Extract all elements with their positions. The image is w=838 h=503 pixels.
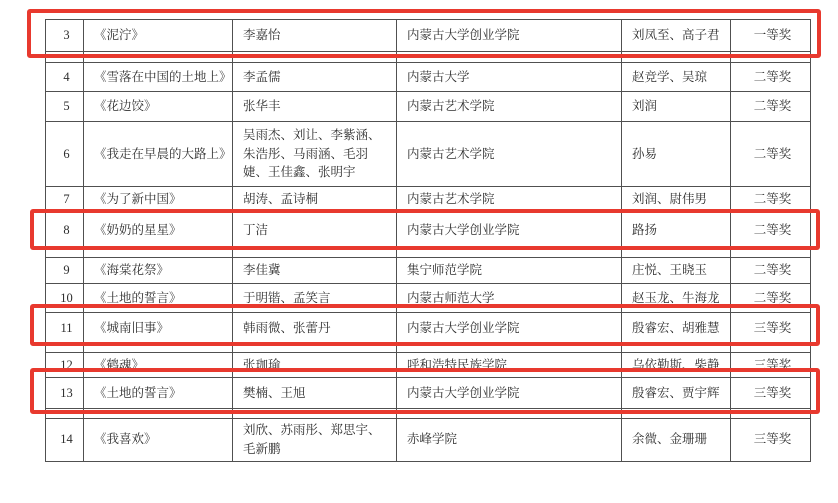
cell-advisors: 殷睿宏、胡雅慧 bbox=[622, 313, 731, 344]
cell-no: 6 bbox=[46, 122, 84, 187]
cell-no: 3 bbox=[46, 20, 84, 52]
cell-title: 《泥泞》 bbox=[84, 20, 233, 52]
cell-title: 《奶奶的星星》 bbox=[84, 213, 233, 249]
cell-authors: 丁洁 bbox=[233, 213, 397, 249]
spacer-cell bbox=[46, 249, 84, 258]
cell-school: 内蒙古大学创业学院 bbox=[397, 378, 622, 409]
cell-advisors: 刘润 bbox=[622, 92, 731, 122]
cell-school: 内蒙古大学创业学院 bbox=[397, 313, 622, 344]
cell-title: 《我走在早晨的大路上》 bbox=[84, 122, 233, 187]
cell-advisors: 刘凤至、高子君 bbox=[622, 20, 731, 52]
cell-award: 二等奖 bbox=[731, 92, 811, 122]
spacer-cell bbox=[233, 52, 397, 63]
table-row bbox=[46, 258, 811, 284]
table-row bbox=[46, 378, 811, 409]
spacer-cell bbox=[84, 249, 233, 258]
cell-title: 《为了新中国》 bbox=[84, 187, 233, 213]
cell-authors: 于明锴、孟笑言 bbox=[233, 284, 397, 313]
cell-authors: 胡涛、孟诗桐 bbox=[233, 187, 397, 213]
cell-award: 二等奖 bbox=[731, 258, 811, 284]
spacer-cell bbox=[397, 249, 622, 258]
cell-advisors: 赵玉龙、牛海龙 bbox=[622, 284, 731, 313]
cell-school: 内蒙古大学创业学院 bbox=[397, 213, 622, 249]
spacer-row bbox=[46, 249, 811, 258]
cell-title: 《土地的誓言》 bbox=[84, 378, 233, 409]
spacer-cell bbox=[731, 344, 811, 353]
cell-advisors: 孙易 bbox=[622, 122, 731, 187]
cell-advisors: 路扬 bbox=[622, 213, 731, 249]
spacer-cell bbox=[233, 409, 397, 419]
spacer-cell bbox=[622, 409, 731, 419]
cell-title: 《城南旧事》 bbox=[84, 313, 233, 344]
cell-no: 7 bbox=[46, 187, 84, 213]
cell-school: 内蒙古大学 bbox=[397, 63, 622, 92]
cell-no: 4 bbox=[46, 63, 84, 92]
spacer-cell bbox=[622, 52, 731, 63]
spacer-cell bbox=[233, 249, 397, 258]
cell-school: 内蒙古大学创业学院 bbox=[397, 20, 622, 52]
spacer-cell bbox=[731, 409, 811, 419]
spacer-row bbox=[46, 52, 811, 63]
spacer-cell bbox=[622, 249, 731, 258]
cell-no: 12 bbox=[46, 353, 84, 378]
cell-no: 10 bbox=[46, 284, 84, 313]
cell-no: 14 bbox=[46, 419, 84, 462]
cell-title: 《我喜欢》 bbox=[84, 419, 233, 462]
cell-no: 8 bbox=[46, 213, 84, 249]
cell-award: 一等奖 bbox=[731, 20, 811, 52]
cell-school: 内蒙古艺术学院 bbox=[397, 187, 622, 213]
cell-award: 三等奖 bbox=[731, 419, 811, 462]
spacer-cell bbox=[622, 344, 731, 353]
cell-school: 赤峰学院 bbox=[397, 419, 622, 462]
cell-advisors: 刘润、尉伟男 bbox=[622, 187, 731, 213]
cell-authors: 张珈瑜 bbox=[233, 353, 397, 378]
cell-school: 内蒙古艺术学院 bbox=[397, 122, 622, 187]
cell-school: 内蒙古师范大学 bbox=[397, 284, 622, 313]
cell-school: 集宁师范学院 bbox=[397, 258, 622, 284]
cell-award: 二等奖 bbox=[731, 187, 811, 213]
results-table bbox=[45, 19, 811, 462]
spacer-cell bbox=[731, 249, 811, 258]
cell-title: 《雪落在中国的土地上》 bbox=[84, 63, 233, 92]
spacer-cell bbox=[397, 409, 622, 419]
cell-advisors: 殷睿宏、贾宇辉 bbox=[622, 378, 731, 409]
spacer-row bbox=[46, 344, 811, 353]
cell-authors: 韩雨微、张蕾丹 bbox=[233, 313, 397, 344]
cell-title: 《海棠花祭》 bbox=[84, 258, 233, 284]
cell-authors: 李孟儒 bbox=[233, 63, 397, 92]
cell-award: 三等奖 bbox=[731, 313, 811, 344]
table-row bbox=[46, 213, 811, 249]
table-row bbox=[46, 313, 811, 344]
cell-no: 11 bbox=[46, 313, 84, 344]
table-row bbox=[46, 419, 811, 462]
cell-advisors: 余微、金珊珊 bbox=[622, 419, 731, 462]
table-row bbox=[46, 63, 811, 92]
table-row bbox=[46, 122, 811, 187]
spacer-cell bbox=[397, 52, 622, 63]
cell-no: 5 bbox=[46, 92, 84, 122]
cell-no: 9 bbox=[46, 258, 84, 284]
cell-title: 《鹤魂》 bbox=[84, 353, 233, 378]
cell-authors: 樊楠、王旭 bbox=[233, 378, 397, 409]
spacer-cell bbox=[84, 409, 233, 419]
table-row bbox=[46, 284, 811, 313]
cell-award: 三等奖 bbox=[731, 378, 811, 409]
cell-title: 《土地的誓言》 bbox=[84, 284, 233, 313]
cell-advisors: 庄悦、王晓玉 bbox=[622, 258, 731, 284]
cell-authors: 刘欣、苏雨彤、郑思宇、毛新鹏 bbox=[233, 419, 397, 462]
cell-award: 二等奖 bbox=[731, 122, 811, 187]
cell-award: 二等奖 bbox=[731, 284, 811, 313]
spacer-cell bbox=[731, 52, 811, 63]
cell-authors: 李嘉怡 bbox=[233, 20, 397, 52]
cell-no: 13 bbox=[46, 378, 84, 409]
spacer-cell bbox=[46, 52, 84, 63]
cell-advisors: 赵竞学、吴琼 bbox=[622, 63, 731, 92]
cell-title: 《花边饺》 bbox=[84, 92, 233, 122]
spacer-row bbox=[46, 409, 811, 419]
cell-award: 二等奖 bbox=[731, 63, 811, 92]
cell-advisors: 乌依勤斯、柴静 bbox=[622, 353, 731, 378]
cell-authors: 李佳冀 bbox=[233, 258, 397, 284]
table-row bbox=[46, 92, 811, 122]
cell-school: 内蒙古艺术学院 bbox=[397, 92, 622, 122]
spacer-cell bbox=[233, 344, 397, 353]
spacer-cell bbox=[397, 344, 622, 353]
cell-authors: 吴雨杰、刘让、李紫涵、朱浩彤、马雨涵、毛羽婕、王佳鑫、张明宇 bbox=[233, 122, 397, 187]
table-row bbox=[46, 187, 811, 213]
cell-authors: 张华丰 bbox=[233, 92, 397, 122]
cell-award: 三等奖 bbox=[731, 353, 811, 378]
spacer-cell bbox=[84, 52, 233, 63]
table-row bbox=[46, 353, 811, 378]
spacer-cell bbox=[84, 344, 233, 353]
spacer-cell bbox=[46, 409, 84, 419]
table-row bbox=[46, 20, 811, 52]
cell-award: 二等奖 bbox=[731, 213, 811, 249]
cell-school: 呼和浩特民族学院 bbox=[397, 353, 622, 378]
spacer-cell bbox=[46, 344, 84, 353]
